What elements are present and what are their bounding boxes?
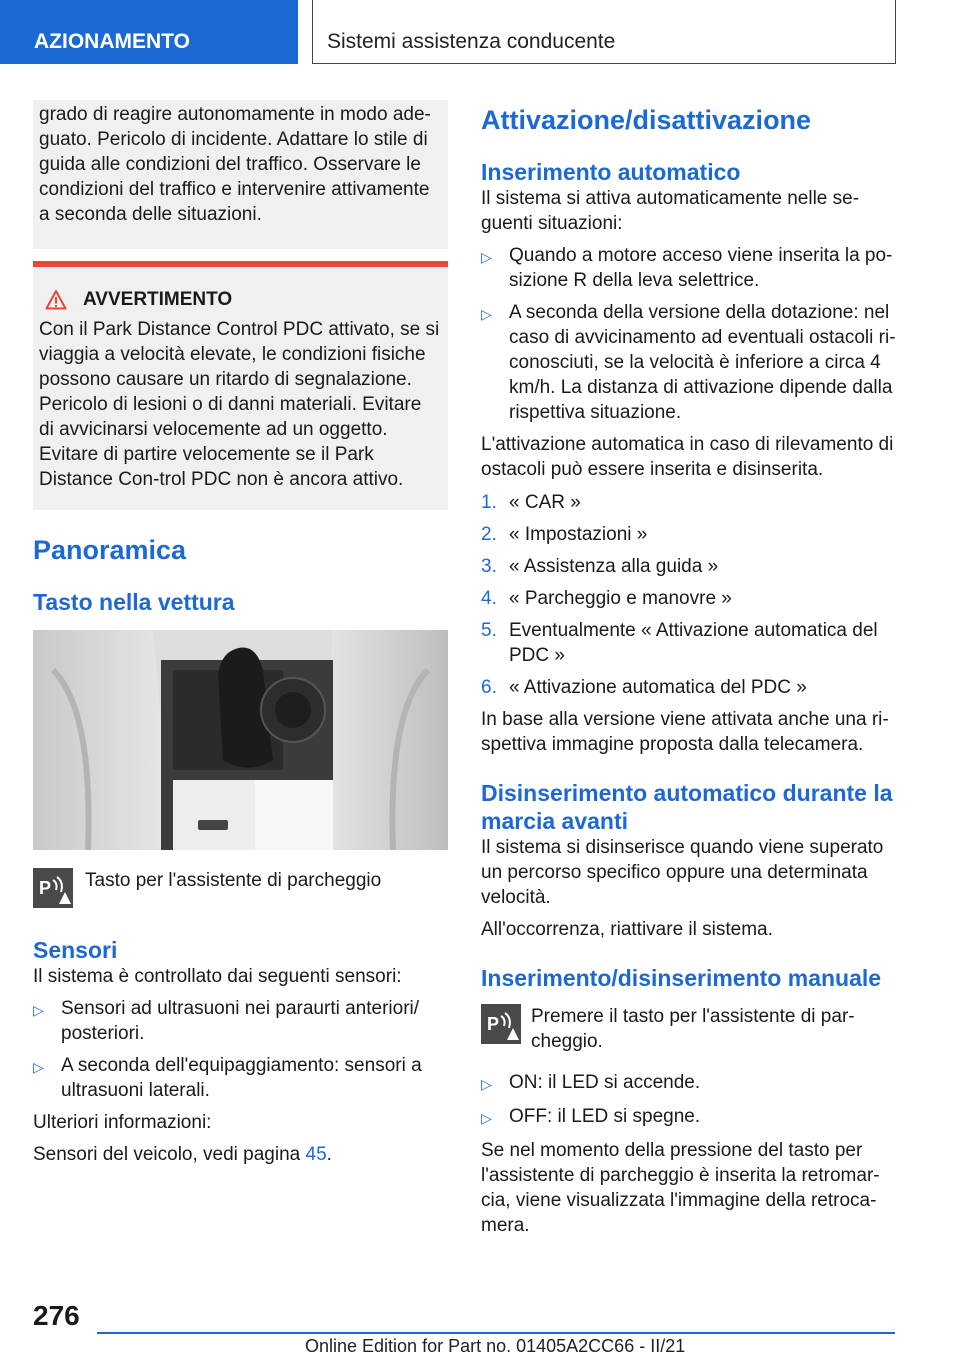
page-reference: Sensori del veicolo, vedi pagina 45. (33, 1144, 332, 1165)
reverse-note: Se nel momento della pressione del tasto per l'assistente di parcheggio è inserita la retromar-cia, viene visualizzata l'immagine della retroca-mera. (481, 1140, 880, 1236)
warning-title: AVVERTIMENTO (83, 289, 233, 310)
bullet-triangle-icon: ▷ (481, 1110, 492, 1126)
sensors-list (33, 996, 448, 1103)
bullet-triangle-icon: ▷ (481, 306, 492, 322)
manual-row (481, 1004, 896, 1054)
step-item: 4. « Parcheggio e manovre » (481, 588, 732, 609)
note-text: grado di reagire autonomamente in modo ade-guato. Pericolo di incidente. Adattare lo stile di guida alle condizioni del traffico. Osservare le condizioni del traffico e intervenire attivamente a seconda delle situazioni. (39, 104, 431, 225)
page-header (0, 0, 960, 66)
left-column (33, 100, 448, 1167)
step-item: 3. « Assistenza alla guida » (481, 556, 719, 577)
parking-assistant-button-icon (481, 1004, 521, 1044)
bullet-triangle-icon: ▷ (33, 1059, 44, 1075)
console-photo (33, 630, 448, 850)
list-item: ▷ OFF: il LED si spegne. (481, 1104, 896, 1131)
sensors-intro: Il sistema è controllato dai seguenti sensori: (33, 966, 402, 987)
auto-off-text: Il sistema si disinserisce quando viene superato un percorso specifico oppure una determinata velocità. (481, 837, 884, 908)
svg-text:P: P (487, 1014, 500, 1034)
auto-title: Inserimento automatico (481, 159, 741, 185)
warning-triangle-icon (45, 289, 67, 311)
step-item: 5. Eventualmente « Attivazione automatica del PDC » (481, 620, 878, 666)
bullet-triangle-icon: ▷ (481, 1076, 492, 1092)
button-title: Tasto nella vettura (33, 589, 235, 615)
bullet-triangle-icon: ▷ (481, 249, 492, 265)
chapter-title: Sistemi assistenza conducente (312, 0, 896, 64)
list-item: ▷ Quando a motore acceso viene inserita la po-sizione R della leva selettrice. (481, 245, 893, 291)
camera-note: In base alla versione viene attivata anche una ri-spettiva immagine proposta dalla telecamera. (481, 709, 889, 755)
button-caption-row (33, 868, 448, 908)
center-console-illustration (33, 630, 448, 850)
auto-note: L'attivazione automatica in caso di rilevamento di ostacoli può essere inserita e disinserita. (481, 434, 894, 480)
manual-text: Premere il tasto per l'assistente di par-cheggio. (531, 1006, 855, 1052)
warning-heading (39, 289, 440, 311)
note-box (33, 100, 448, 249)
auto-list (481, 243, 896, 425)
page-number: 276 (33, 1300, 80, 1331)
edition-text: Online Edition for Part no. 01405A2CC66 - II/21 (305, 1336, 686, 1356)
bullet-triangle-icon: ▷ (33, 1002, 44, 1018)
step-item: 2. « Impostazioni » (481, 524, 648, 545)
manual-title: Inserimento/disinserimento manuale (481, 965, 882, 991)
list-item: ▷ A seconda della versione della dotazione: nel caso di avvicinamento ad eventuali ostacoli ri-conosciuti, se la velocità è inferiore a circa 4 km/h. La distanza di attivazione dipende dalla rispettiva situazione. (481, 302, 896, 423)
warning-box (33, 261, 448, 510)
reactivate-note: All'occorrenza, riattivare il sistema. (481, 919, 773, 940)
sensors-title: Sensori (33, 937, 118, 963)
list-item: ▷ A seconda dell'equipaggiamento: sensori a ultrasuoni laterali. (33, 1055, 422, 1101)
right-column (481, 100, 896, 1238)
warning-text: Con il Park Distance Control PDC attivato, se si viaggia a velocità elevate, le condizioni fisiche possono causare un ritardo di segnalazione. Pericolo di lesioni o di danni materiali. Evitare di avvicinarsi velocemente ad un oggetto. Evitare di partire velocemente se il Park Distance Con-trol PDC non è ancora attivo. (39, 319, 440, 490)
overview-title: Panoramica (33, 535, 187, 565)
svg-text:P: P (39, 878, 52, 898)
activation-title: Attivazione/disattivazione (481, 105, 812, 135)
page-link[interactable]: 45 (305, 1144, 327, 1165)
auto-off-title: Disinserimento automatico durante la marcia avanti (481, 780, 893, 834)
footer-divider (97, 1332, 895, 1334)
parking-assistant-button-icon (33, 868, 73, 908)
button-caption: Tasto per l'assistente di parcheggio (85, 870, 382, 891)
list-item: ▷ ON: il LED si accende. (481, 1070, 896, 1097)
section-tab: AZIONAMENTO (0, 0, 298, 64)
step-item: 1. « CAR » (481, 492, 581, 513)
steps-list (481, 490, 896, 700)
list-item: ▷ Sensori ad ultrasuoni nei paraurti anteriori/ posteriori. (33, 998, 420, 1044)
auto-intro: Il sistema si attiva automaticamente nelle se-guenti situazioni: (481, 188, 860, 234)
more-info: Ulteriori informazioni: (33, 1112, 212, 1133)
manual-list (481, 1070, 896, 1131)
step-item: 6. « Attivazione automatica del PDC » (481, 677, 807, 698)
